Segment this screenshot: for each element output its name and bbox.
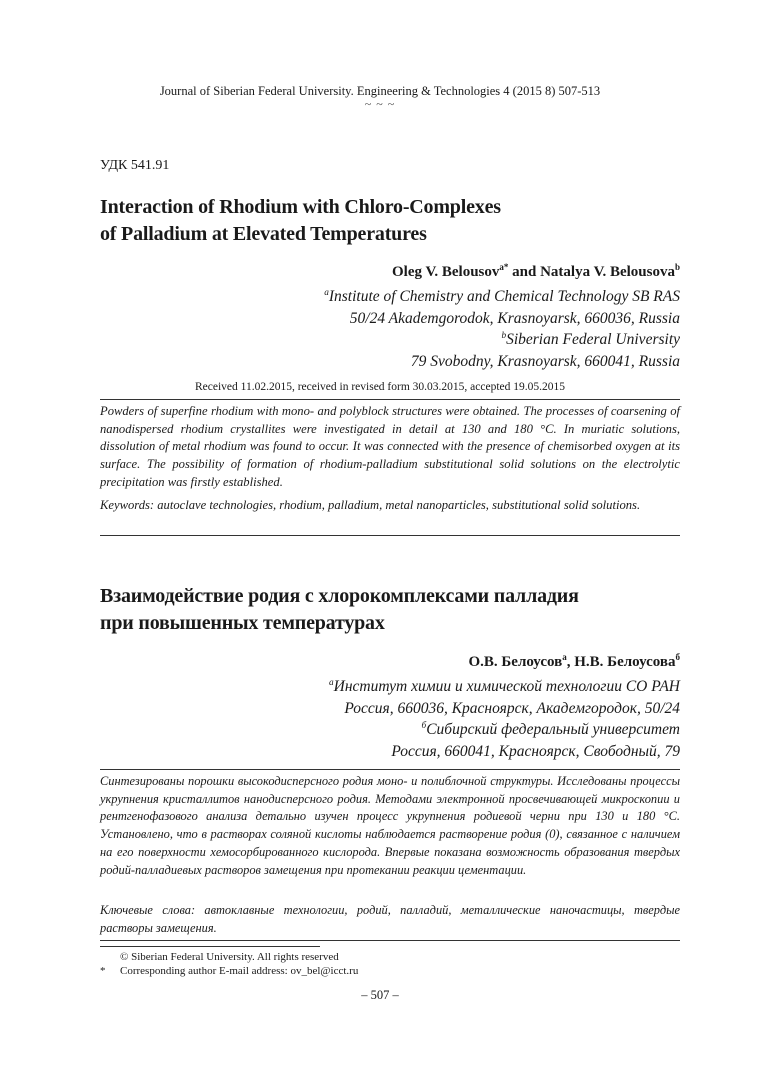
english-affiliations [324, 286, 680, 372]
author-1: Oleg V. Belousov [392, 264, 500, 280]
ru-authors-sep: , [566, 654, 575, 670]
english-keywords: Keywords: autoclave technologies, rhodium, palladium, metal nanoparticles, substitutional solid solutions. [100, 498, 641, 512]
english-abstract: Powders of superfine rhodium with mono- and polyblock structures were obtained. The processes of coarsening of nanodispersed rhodium crystallites were investigated in detail at 130 and 180 °C. In muriatic solutions, dissolution of metal rhodium was found to occur. It was connected with the presence of chemisorbed oxygen at its surface. The possibility of formation of rhodium-palladium substitutional solid solutions on the electrolytic precipitation was firstly established. [100, 404, 680, 489]
abstract-bottom-rule [100, 535, 680, 536]
author-1-sup: a* [499, 262, 509, 272]
ru-affil-a-line1: Институт химии и химической технологии СО РАН [333, 678, 680, 695]
english-title [100, 194, 501, 248]
affil-a-line2: 50/24 Akademgorodok, Krasnoyarsk, 660036, Russia [349, 309, 680, 327]
author-2-sup: b [674, 262, 680, 272]
russian-abstract: Синтезированы порошки высокодисперсного родия моно- и полиблочной структуры. Исследованы процессы укрупнения кристаллитов нанодисперсного родия. Методами электронной просвечивающей микроскопии и рентгенофазового анализа детально изучен процесс укрупнения родиевой черни при 130 и 180 °С. Установлено, что в растворах соляной кислоты наблюдается растворение родия (0), связанное с наличием на его поверхности хемосорбированного кислорода. Впервые показана возможность образования твердых родий-палладиевых растворов замещения при протекании реакции цементации. [100, 774, 680, 877]
abstract-top-rule [100, 399, 680, 400]
affil-b-sup: b [501, 330, 507, 341]
footnote-star: * [100, 965, 106, 977]
corresponding-text: Corresponding author E-mail address: ov_bel@icct.ru [120, 965, 359, 977]
footnote-corresponding [100, 964, 358, 978]
russian-title [100, 583, 579, 637]
author-2: Natalya V. Belousova [540, 264, 675, 280]
english-title-line2: of Palladium at Elevated Temperatures [100, 223, 427, 245]
header-ornament: ~ ~ ~ [364, 97, 396, 111]
affil-a-line1: Institute of Chemistry and Chemical Technology SB RAS [328, 288, 680, 305]
russian-title-line2: при повышенных температурах [100, 612, 385, 634]
udk-code: УДК 541.91 [100, 158, 170, 173]
footnote-rule [100, 946, 320, 947]
russian-keywords: Ключевые слова: автоклавные технологии, родий, палладий, металлические наночастицы, твердые растворы замещения. [100, 903, 680, 935]
ru-affil-a-sup: а [329, 677, 334, 688]
journal-header: Journal of Siberian Federal University. Engineering & Technologies 4 (2015 8) 507-513 [159, 84, 601, 98]
ru-affil-a-line2: Россия, 660036, Красноярск, Академгородок, 50/24 [344, 699, 680, 717]
ru-abstract-top-rule [100, 769, 680, 770]
ru-author-1-sup: а [562, 652, 567, 662]
page-number: – 507 – [361, 988, 399, 1002]
ru-author-1: О.В. Белоусов [468, 654, 563, 670]
footnote-copyright [100, 950, 339, 964]
english-title-line1: Interaction of Rhodium with Chloro-Complexes [100, 196, 501, 218]
russian-authors [468, 654, 680, 671]
ru-affil-b-line2: Россия, 660041, Красноярск, Свободный, 79 [391, 742, 680, 760]
copyright-text: © Siberian Federal University. All rights reserved [120, 951, 339, 963]
ru-affil-b-line1: Сибирский федеральный университет [426, 721, 680, 738]
authors-and: and [508, 264, 541, 280]
affil-b-line2: 79 Svobodny, Krasnoyarsk, 660041, Russia [410, 352, 680, 370]
ru-author-2: Н.В. Белоусова [574, 654, 676, 670]
ru-author-2-sup: б [675, 652, 680, 662]
ru-abstract-bottom-rule [100, 940, 680, 941]
affil-b-line1: Siberian Federal University [506, 331, 680, 348]
english-authors [392, 264, 680, 281]
ru-affil-b-sup: б [421, 720, 427, 731]
russian-title-line1: Взаимодействие родия с хлорокомплексами палладия [100, 585, 579, 607]
russian-affiliations [329, 676, 680, 762]
affil-a-sup: a [324, 287, 329, 298]
received-dates: Received 11.02.2015, received in revised form 30.03.2015, accepted 19.05.2015 [194, 381, 566, 393]
